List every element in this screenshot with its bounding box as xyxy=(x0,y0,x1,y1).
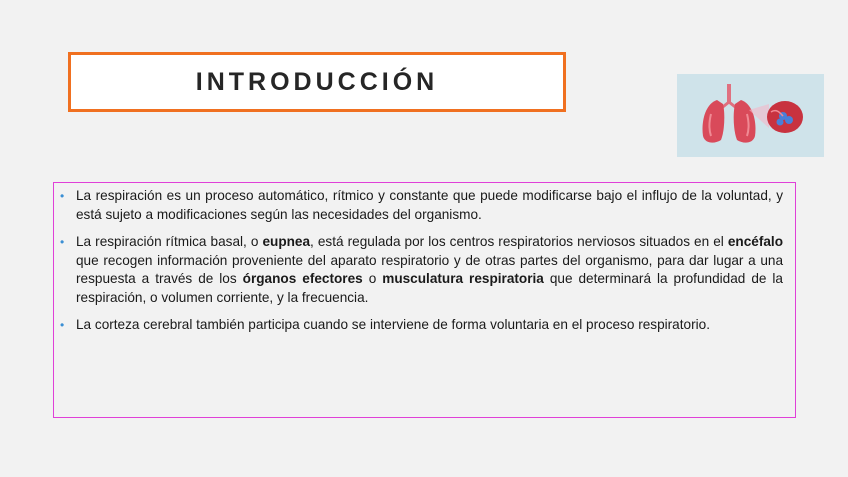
slide-title: INTRODUCCIÓN xyxy=(195,67,439,96)
bullet-marker: • xyxy=(60,235,65,249)
lungs-icon xyxy=(677,74,824,157)
bullet-item xyxy=(60,233,783,307)
bullet-text: La corteza cerebral también participa cuando se interviene de forma voluntaria en el proceso respiratorio. xyxy=(76,317,710,332)
bullet-text: , está regulada por los centros respiratorios nerviosos situados en el xyxy=(310,234,728,249)
bullet-text: que determinará la profundidad de la respiración, o volumen corriente, y la frecuencia. xyxy=(76,271,783,305)
bullet-text: o xyxy=(362,271,383,286)
bullet-text: La respiración rítmica basal, o xyxy=(76,234,263,249)
bullet-item xyxy=(60,187,783,224)
term-organos-efectores: órganos efectores xyxy=(242,271,363,286)
bullet-item xyxy=(60,316,783,335)
bullet-text: La respiración es un proceso automático, rítmico y constante que puede modificarse bajo el influjo de la voluntad, y está sujeto a modificaciones según las necesidades del organismo. xyxy=(76,188,783,222)
title-box xyxy=(68,52,566,112)
bullet-marker: • xyxy=(60,318,65,332)
bullet-list xyxy=(60,187,783,335)
bullet-marker: • xyxy=(60,189,65,203)
lungs-illustration xyxy=(677,74,824,157)
term-musculatura-respiratoria: musculatura respiratoria xyxy=(382,271,544,286)
content-box xyxy=(53,182,796,418)
bullet-text: que recogen información proveniente del aparato respiratorio y de otras partes del organismo, para dar lugar a una respuesta a través de los xyxy=(76,252,783,286)
term-eupnea: eupnea xyxy=(262,234,311,249)
term-encefalo: encéfalo xyxy=(727,234,783,249)
